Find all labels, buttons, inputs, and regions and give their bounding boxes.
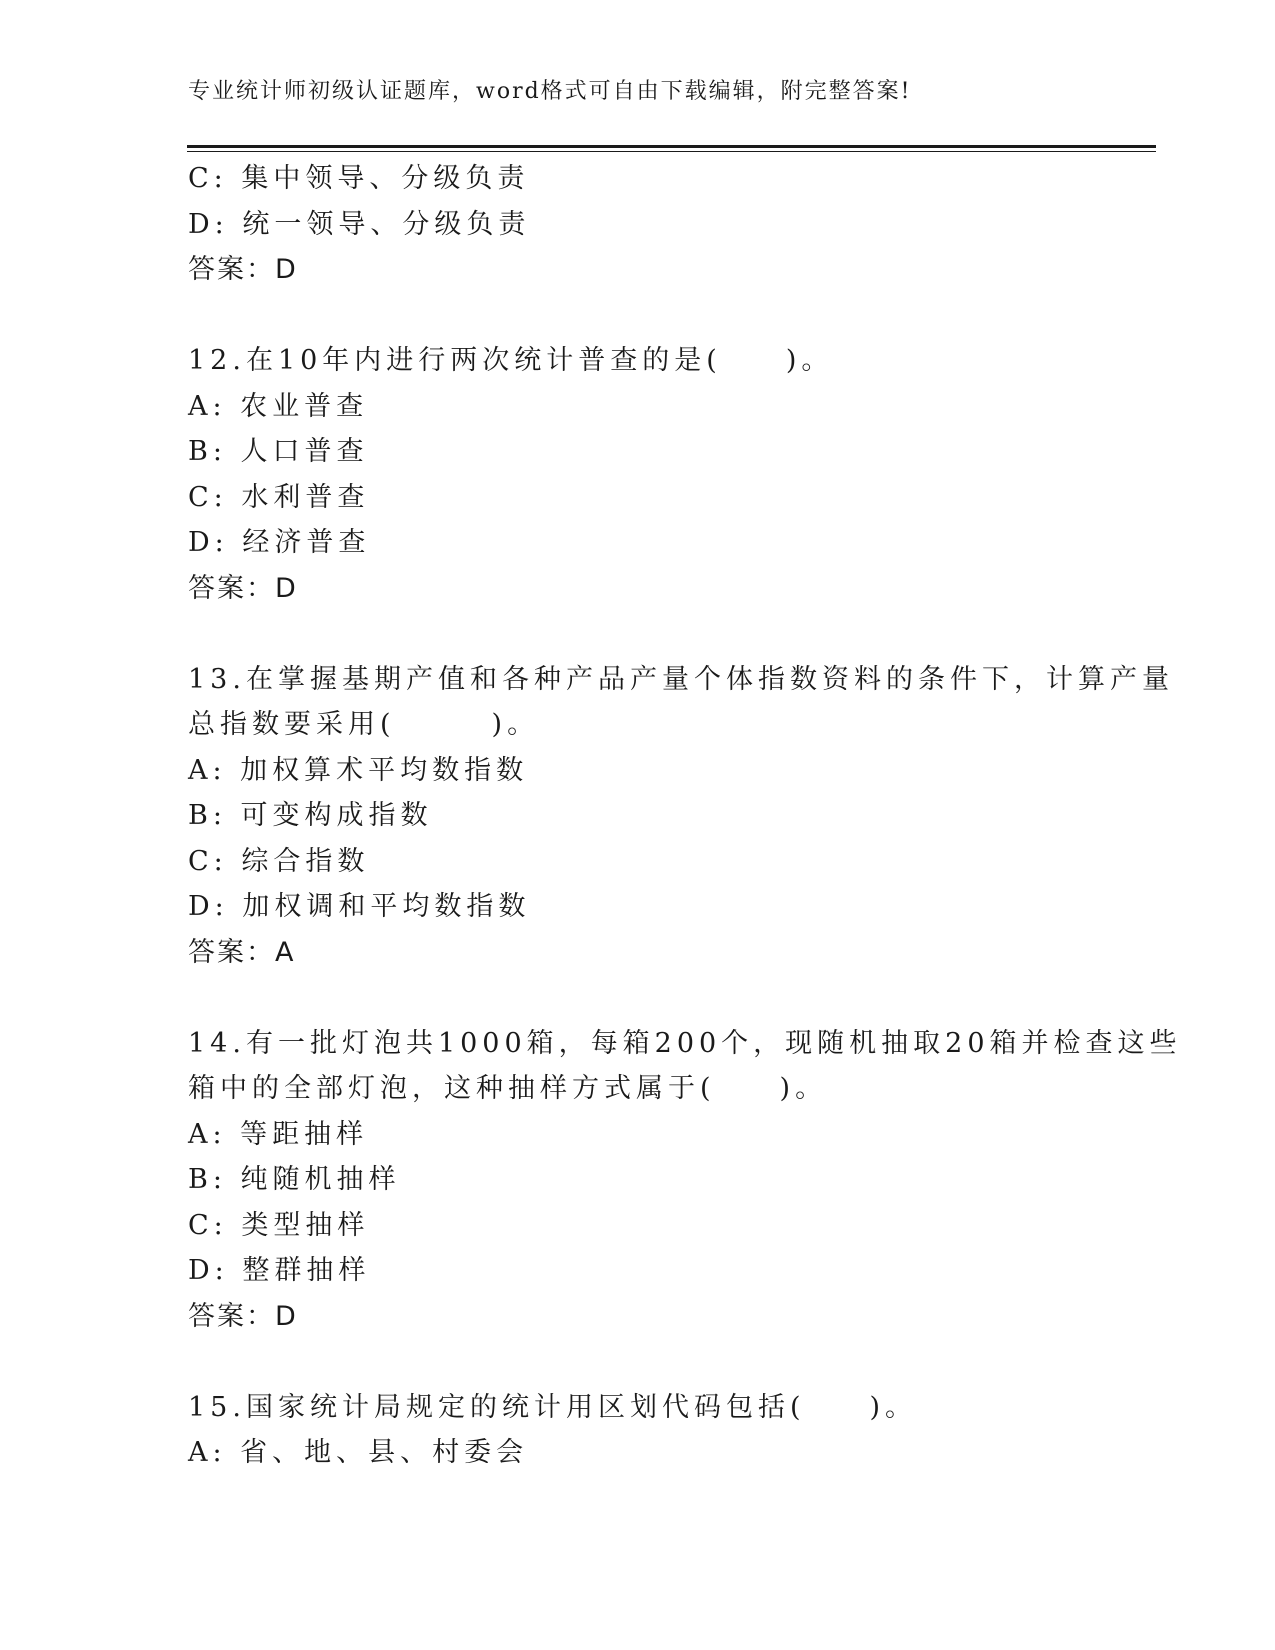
- answer-line: 答案：D: [188, 572, 298, 604]
- question-block: [188, 1021, 1182, 1340]
- option-line: C: 集中领导、分级负责: [188, 163, 530, 194]
- option-line: B: 纯随机抽样: [188, 1164, 401, 1195]
- question-stem: 14.有一批灯泡共1000箱，每箱200个，现随机抽取20箱并检查这些: [188, 1027, 1182, 1059]
- spacer: [188, 293, 1088, 339]
- page-header: 专业统计师初级认证题库，word格式可自由下载编辑，附完整答案!: [188, 79, 912, 104]
- spacer: [188, 1339, 1088, 1385]
- option-line: D: 统一领导、分级负责: [188, 208, 531, 240]
- option-line: B: 可变构成指数: [188, 800, 433, 831]
- option-line: C: 类型抽样: [188, 1209, 370, 1241]
- option-line: D: 经济普查: [188, 527, 371, 558]
- spacer: [188, 611, 1088, 657]
- option-line: A: 加权算术平均数指数: [188, 754, 529, 786]
- question-stem: 12.在10年内进行两次统计普查的是( )。: [188, 345, 834, 376]
- question-content: [188, 156, 1182, 1476]
- option-line: C: 综合指数: [188, 845, 370, 877]
- question-block: [188, 338, 1088, 611]
- option-line: D: 加权调和平均数指数: [188, 891, 531, 922]
- question-stem-continued: 总指数要采用( )。: [188, 709, 540, 740]
- option-line: D: 整群抽样: [188, 1255, 371, 1286]
- answer-line: 答案：A: [188, 936, 296, 968]
- option-line: C: 水利普查: [188, 481, 370, 513]
- option-line: A: 省、地、县、村委会: [188, 1437, 529, 1468]
- question-stem-continued: 箱中的全部灯泡，这种抽样方式属于( )。: [188, 1073, 828, 1104]
- option-line: A: 农业普查: [188, 390, 369, 422]
- option-line: B: 人口普查: [188, 436, 369, 467]
- option-line: A: 等距抽样: [188, 1118, 369, 1150]
- header-rule-thick: [187, 145, 1156, 148]
- answer-line: 答案：D: [188, 1300, 298, 1332]
- question-stem: 15.国家统计局规定的统计用区划代码包括( )。: [188, 1391, 918, 1423]
- question-stem: 13.在掌握基期产值和各种产品产量个体指数资料的条件下，计算产量: [188, 663, 1174, 695]
- question-block: [188, 657, 1174, 976]
- header-rule-thin: [187, 151, 1156, 152]
- spacer: [188, 975, 1088, 1021]
- question-block: [188, 1385, 1088, 1476]
- answer-line: 答案：D: [188, 254, 298, 285]
